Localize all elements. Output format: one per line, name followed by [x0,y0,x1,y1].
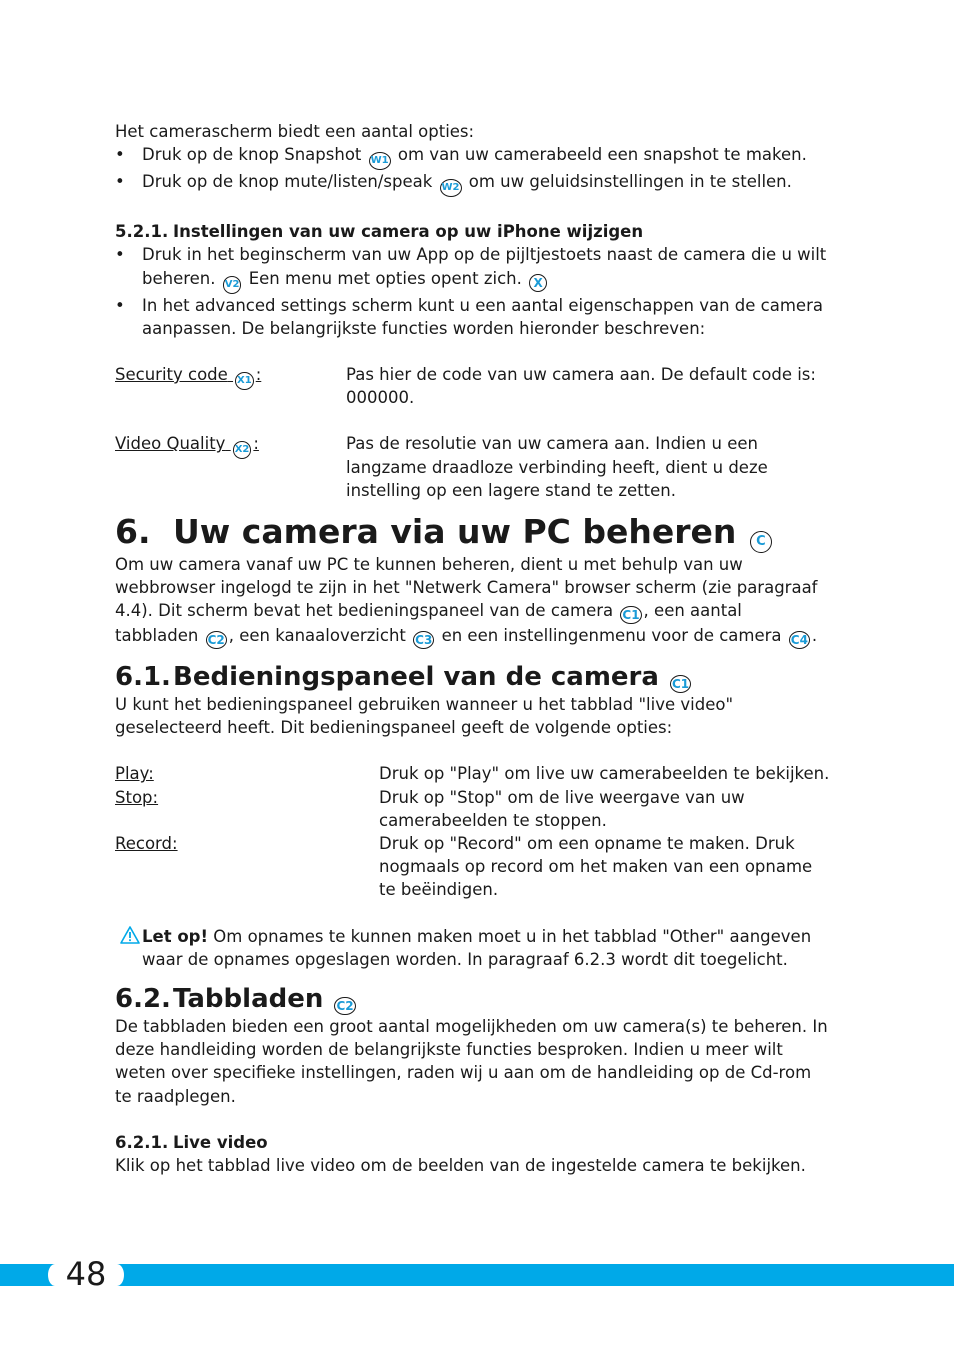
callout-badge: C1 [622,607,640,622]
footer-bar [0,1264,954,1286]
list-item: • Druk in het beginscherm van uw App op de pijltjestoets naast de camera die u wilt beheren. V2 Een menu met opties opent zich. X [115,243,830,293]
definition-row: Stop: Druk op "Stop" om de live weergave van uw camerabeelden te stoppen. [115,787,745,830]
definition-row: Play: Druk op "Play" om live uw camerabeelden te bekijken. [115,764,830,784]
callout-badge: W2 [440,179,462,197]
callout-badge: W1 [369,152,391,170]
intro-bullets [115,143,830,197]
callout-badge: C4 [790,632,808,647]
intro-text: Het camerascherm biedt een aantal opties: [115,122,475,141]
callout-badge: C2 [207,632,225,647]
page-number: 48 [65,1255,107,1293]
warning-note: Let op! Om opnames te kunnen maken moet u in het tabblad "Other" aangeven waar de opnames opgeslagen worden. In paragraaf 6.2.3 wordt dit toegelicht. [115,925,830,971]
callout-badge: X1 [235,372,254,390]
callout-badge: X [529,274,547,292]
callout-badge: C3 [415,632,433,647]
callout-badge: V2 [223,276,242,294]
warning-icon [120,926,140,944]
section-heading-6-2: 6.2.Tabbladen C2 [115,983,354,1014]
s621-paragraph: Klik op het tabblad live video om de beelden van de ingestelde camera te bekijken. [115,1155,806,1175]
warning-label: Let op! [142,926,209,946]
definition-row: Video Quality X2 : Pas de resolutie van uw camera aan. Indien u een langzame draadloze verbinding heeft, dient u deze instelling op een lagere stand te zetten. [115,434,768,500]
callout-badge: C1 [672,676,690,691]
s6-paragraph: Om uw camera vanaf uw PC te kunnen beheren, dient u met behulp van uw webbrowser ingelogd te zijn in het "Netwerk Camera" browser scherm (zie paragraaf 4.4). Dit scherm bevat het bedieningspaneel van de camera C1 , een aantal tabbladen C2 , een kanaaloverzicht C3 en een instellingenmenu voor de camera C4 . [115,554,818,647]
page-content [115,120,830,1177]
s61-paragraph: U kunt het bedieningspaneel gebruiken wanneer u het tabblad "live video" geselecteerd heeft. Dit bedieningspaneel geeft de volgende opties: [115,694,734,738]
list-item: • Druk op de knop Snapshot W1 om van uw camerabeeld een snapshot te maken. [115,143,830,170]
s521-bullets [115,243,830,340]
section-heading-6-2-1: 6.2.1. Live video [115,1132,268,1152]
list-item: • In het advanced settings scherm kunt u een aantal eigenschappen van de camera aanpassen. De belangrijkste functies worden hieronder beschreven: [115,294,830,340]
definition-row: Record: Druk op "Record" om een opname te maken. Druk nogmaals op record om het maken van een opname te beëindigen. [115,833,813,900]
callout-badge: X2 [233,441,252,459]
list-item: • Druk op de knop mute/listen/speak W2 om uw geluidsinstellingen in te stellen. [115,170,830,197]
callout-badge: C2 [336,998,354,1013]
section-heading-6-1: 6.1.Bedieningspaneel van de camera C1 [115,661,690,692]
definition-row: Security code X1 : Pas hier de code van uw camera aan. De default code is: 000000. [115,365,816,408]
s62-paragraph: De tabbladen bieden een groot aantal mogelijkheden om uw camera(s) te beheren. In deze handleiding worden de belangrijkste functies besproken. Indien u meer wilt weten over specifieke instellingen, raden wij u aan om de handleiding op de Cd-rom te raadplegen. [115,1016,828,1106]
callout-badge: C [750,531,772,553]
section-heading-5-2-1: 5.2.1. Instellingen van uw camera op uw iPhone wijzigen [115,222,644,242]
section-heading-6: 6. Uw camera via uw PC beheren C [115,512,830,553]
